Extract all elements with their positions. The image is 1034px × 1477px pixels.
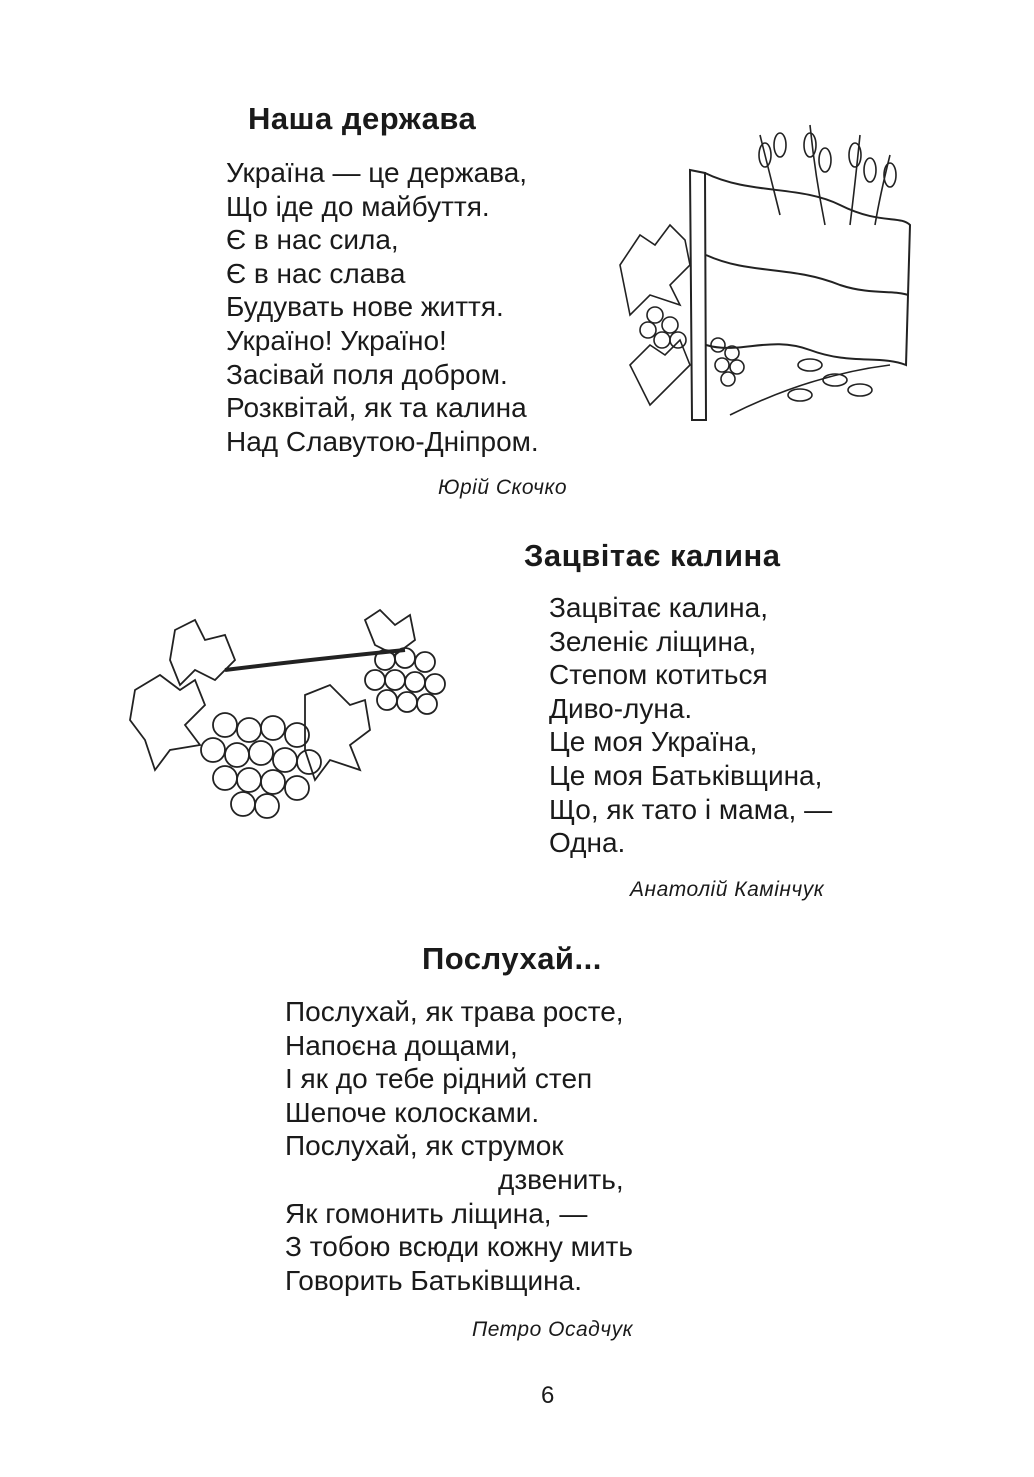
poem-2-text: [549, 591, 832, 860]
poem-3-text: [285, 995, 633, 1297]
poem-line: Що іде до майбуття.: [226, 190, 490, 222]
poem-line: Шепоче колосками.: [285, 1096, 540, 1128]
poem-line: Над Славутою-Дніпром.: [226, 425, 539, 457]
poem-line: Це моя Батьківщина,: [549, 759, 823, 791]
poem-line: Засівай поля добром.: [226, 358, 508, 390]
poem-line: Є в нас сила,: [226, 224, 399, 256]
poem-1-text: [226, 156, 539, 458]
poem-2-title: Зацвітає калина: [524, 538, 781, 573]
poem-line: Диво-луна.: [549, 692, 693, 724]
poem-line: Україна — це держава,: [226, 157, 528, 188]
poem-1-author: Юрій Скочко: [438, 476, 568, 499]
poem-line: Це моя Україна,: [549, 726, 758, 758]
page-number: 6: [541, 1382, 555, 1409]
poem-line: Як гомонить ліщина, —: [285, 1197, 588, 1229]
poem-line: дзвенить,: [498, 1163, 624, 1195]
poem-line: Степом котиться: [549, 659, 768, 691]
flag-with-wheat-and-viburnum-icon: [610, 115, 930, 425]
poem-line: Напоєна дощами,: [285, 1029, 518, 1061]
poem-2-author: Анатолій Камінчук: [630, 878, 825, 901]
poem-1-title: Наша держава: [248, 101, 477, 136]
poem-line: Зеленіє ліщина,: [549, 625, 757, 657]
poem-line: Є в нас слава: [226, 257, 406, 289]
poem-line: Послухай, як трава росте,: [285, 996, 624, 1027]
poem-line: Будувать нове життя.: [226, 291, 504, 323]
viburnum-branch-icon: [125, 600, 465, 840]
poem-3-title: Послухай...: [422, 941, 602, 976]
poem-line: Україно! Україно!: [226, 324, 447, 356]
poem-3-author: Петро Осадчук: [472, 1318, 634, 1341]
poem-line: Послухай, як струмок: [285, 1130, 564, 1162]
poem-line: Розквітай, як та калина: [226, 392, 527, 424]
poem-line: Що, як тато і мама, —: [549, 793, 833, 825]
poem-line: Одна.: [549, 827, 626, 859]
poem-line: І як до тебе рідний степ: [285, 1063, 593, 1095]
poem-line: Зацвітає калина,: [549, 592, 768, 623]
poem-line: З тобою всюди кожну мить: [285, 1231, 633, 1263]
poem-line: Говорить Батьківщина.: [285, 1264, 582, 1296]
